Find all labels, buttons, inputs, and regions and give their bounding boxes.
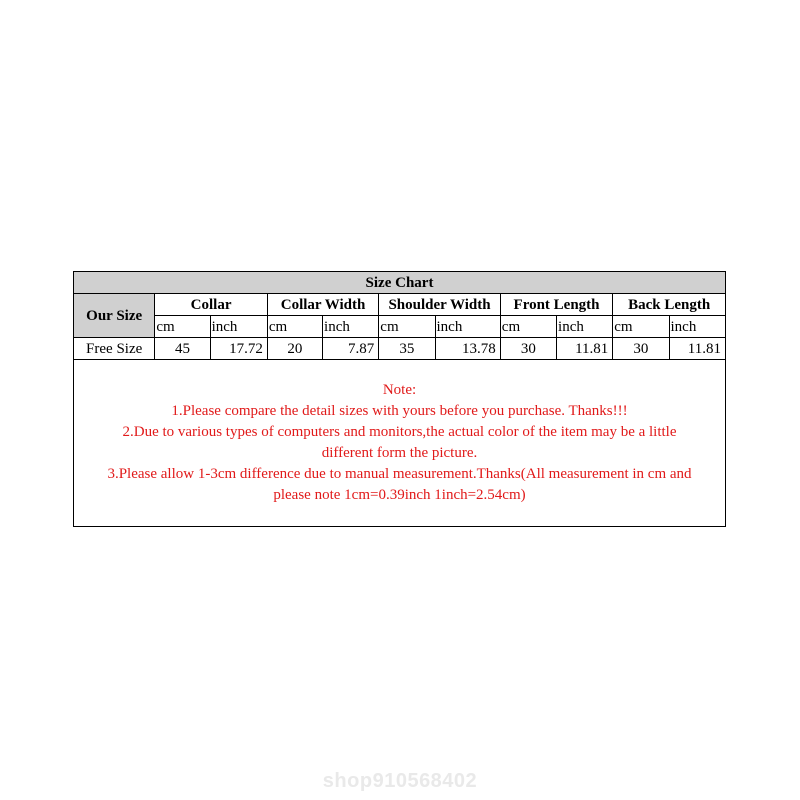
collar-header: Collar — [155, 294, 267, 316]
note-line-2a: 2.Due to various types of computers and monitors,the actual color of the item may be a little — [122, 424, 677, 440]
note-heading: Note: — [382, 382, 417, 398]
unit-cm: cm — [500, 316, 556, 338]
shoulder-width-cm-value: 35 — [379, 338, 435, 360]
unit-cm: cm — [267, 316, 322, 338]
unit-cm: cm — [379, 316, 435, 338]
size-chart-table — [73, 271, 726, 360]
front-length-cm-value: 30 — [500, 338, 556, 360]
unit-inch: inch — [669, 316, 726, 338]
front-length-inch-value: 11.81 — [557, 338, 613, 360]
note-line-2b: different form the picture. — [321, 445, 478, 461]
shoulder-width-inch-value: 13.78 — [435, 338, 500, 360]
collar-width-header: Collar Width — [267, 294, 378, 316]
shop-watermark: shop910568402 — [322, 770, 478, 792]
collar-inch-value: 17.72 — [210, 338, 267, 360]
unit-inch: inch — [323, 316, 379, 338]
free-size-label: Free Size — [74, 338, 155, 360]
size-chart-title: Size Chart — [74, 272, 726, 294]
our-size-header: Our Size — [74, 294, 155, 338]
collar-cm-value: 45 — [155, 338, 210, 360]
unit-cm: cm — [155, 316, 210, 338]
unit-cm: cm — [613, 316, 669, 338]
note-line-3a: 3.Please allow 1-3cm difference due to manual measurement.Thanks(All measurement in cm and — [107, 466, 692, 482]
collar-width-cm-value: 20 — [267, 338, 322, 360]
note-line-3b: please note 1cm=0.39inch 1inch=2.54cm) — [273, 487, 526, 503]
note-line-1: 1.Please compare the detail sizes with yours before you purchase. Thanks!!! — [171, 403, 628, 419]
note-box — [73, 358, 726, 527]
collar-width-inch-value: 7.87 — [323, 338, 379, 360]
front-length-header: Front Length — [500, 294, 612, 316]
shoulder-width-header: Shoulder Width — [379, 294, 501, 316]
back-length-inch-value: 11.81 — [669, 338, 726, 360]
unit-inch: inch — [435, 316, 500, 338]
unit-inch: inch — [557, 316, 613, 338]
back-length-cm-value: 30 — [613, 338, 669, 360]
unit-inch: inch — [210, 316, 267, 338]
back-length-header: Back Length — [613, 294, 726, 316]
